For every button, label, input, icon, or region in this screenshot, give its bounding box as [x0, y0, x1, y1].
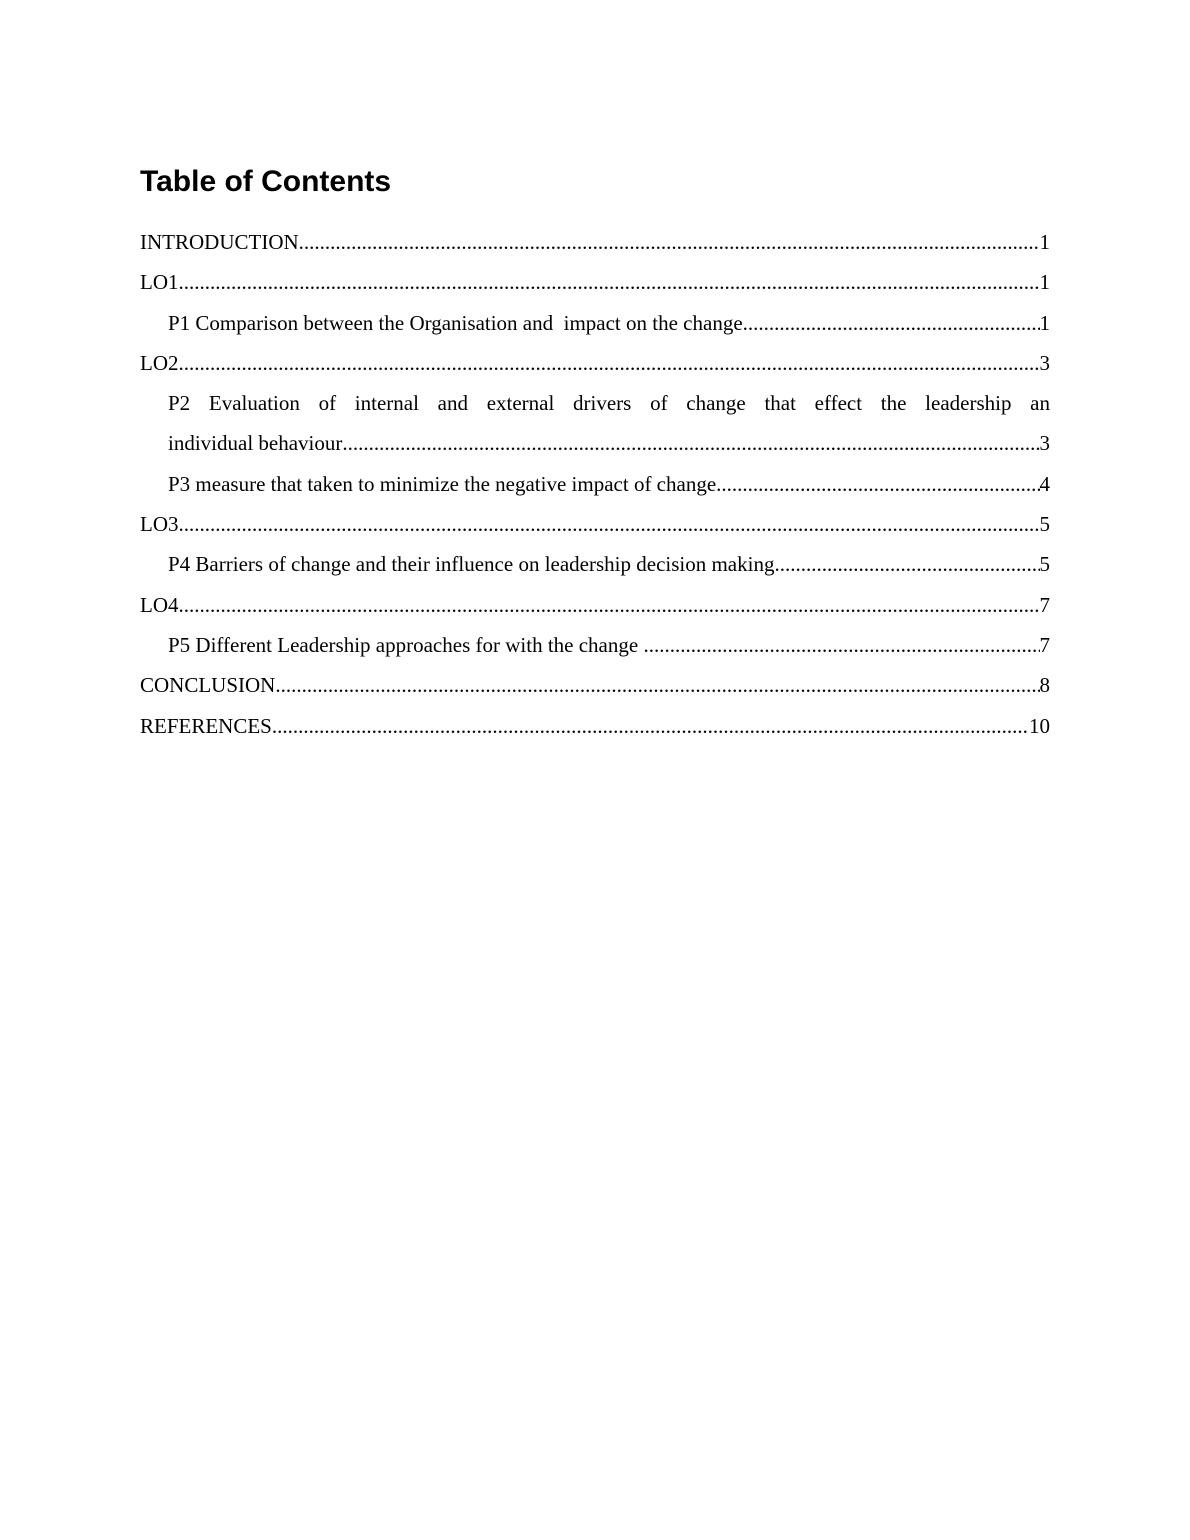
toc-entry-lo1[interactable] — [140, 262, 1050, 302]
toc-page-number: 1 — [1039, 310, 1050, 335]
toc-dot-leader — [272, 706, 1029, 746]
table-of-contents — [140, 222, 1050, 746]
toc-page-number: 5 — [1039, 512, 1050, 537]
toc-entry-conclusion[interactable] — [140, 665, 1050, 705]
toc-page-number: 4 — [1039, 471, 1050, 496]
toc-page-number: 8 — [1039, 673, 1050, 698]
toc-page-number: 10 — [1029, 713, 1050, 738]
toc-dot-leader — [179, 262, 1040, 302]
toc-entry-text: LO4 — [140, 592, 179, 617]
toc-entry-text: LO1 — [140, 270, 179, 295]
toc-entry-text: LO3 — [140, 512, 179, 537]
toc-dot-leader — [643, 625, 1039, 665]
toc-entry-text: CONCLUSION — [140, 673, 276, 698]
toc-page-number: 1 — [1039, 270, 1050, 295]
toc-entry-p5[interactable] — [140, 625, 1050, 665]
toc-dot-leader — [743, 303, 1040, 343]
toc-page-number: 3 — [1039, 350, 1050, 375]
toc-dot-leader — [774, 544, 1039, 584]
toc-entry-p4[interactable] — [140, 544, 1050, 584]
toc-entry-p3[interactable] — [140, 464, 1050, 504]
toc-entry-references[interactable] — [140, 706, 1050, 746]
toc-entry-lo2[interactable] — [140, 343, 1050, 383]
toc-entry-text: P4 Barriers of change and their influence on leadership decision making — [168, 552, 775, 577]
toc-entry-text: REFERENCES — [140, 713, 272, 738]
toc-entry-lo3[interactable] — [140, 504, 1050, 544]
toc-entry-lo4[interactable] — [140, 585, 1050, 625]
toc-dot-leader — [179, 343, 1040, 383]
toc-page-number: 1 — [1039, 230, 1050, 254]
toc-entry-p2[interactable] — [140, 383, 1050, 464]
toc-dot-leader — [275, 665, 1039, 705]
toc-page-number: 3 — [1039, 431, 1050, 456]
toc-entry-text: P1 Comparison between the Organisation and impact on the change — [168, 310, 743, 335]
toc-dot-leader — [716, 464, 1039, 504]
toc-dot-leader — [342, 423, 1039, 463]
toc-entry-line2 — [168, 423, 1050, 463]
toc-entry-text: LO2 — [140, 350, 179, 375]
toc-entry-introduction[interactable] — [140, 222, 1050, 262]
toc-page-number: 7 — [1039, 592, 1050, 617]
toc-dot-leader — [299, 222, 1040, 262]
toc-dot-leader — [179, 504, 1040, 544]
toc-title: Table of Contents — [140, 165, 392, 198]
toc-dot-leader — [179, 585, 1040, 625]
toc-page-number: 5 — [1039, 552, 1050, 577]
toc-entry-p1[interactable] — [140, 303, 1050, 343]
toc-entry-text: P3 measure that taken to minimize the negative impact of change — [168, 471, 717, 496]
toc-entry-text: INTRODUCTION — [140, 230, 299, 254]
toc-entry-text-line1: P2 Evaluation of internal and external drivers of change that effect the leadership an — [168, 391, 1050, 416]
toc-entry-text: P5 Different Leadership approaches for with the change — [168, 632, 644, 657]
toc-page-number: 7 — [1039, 632, 1050, 657]
toc-entry-text-line2: individual behaviour — [168, 431, 343, 456]
